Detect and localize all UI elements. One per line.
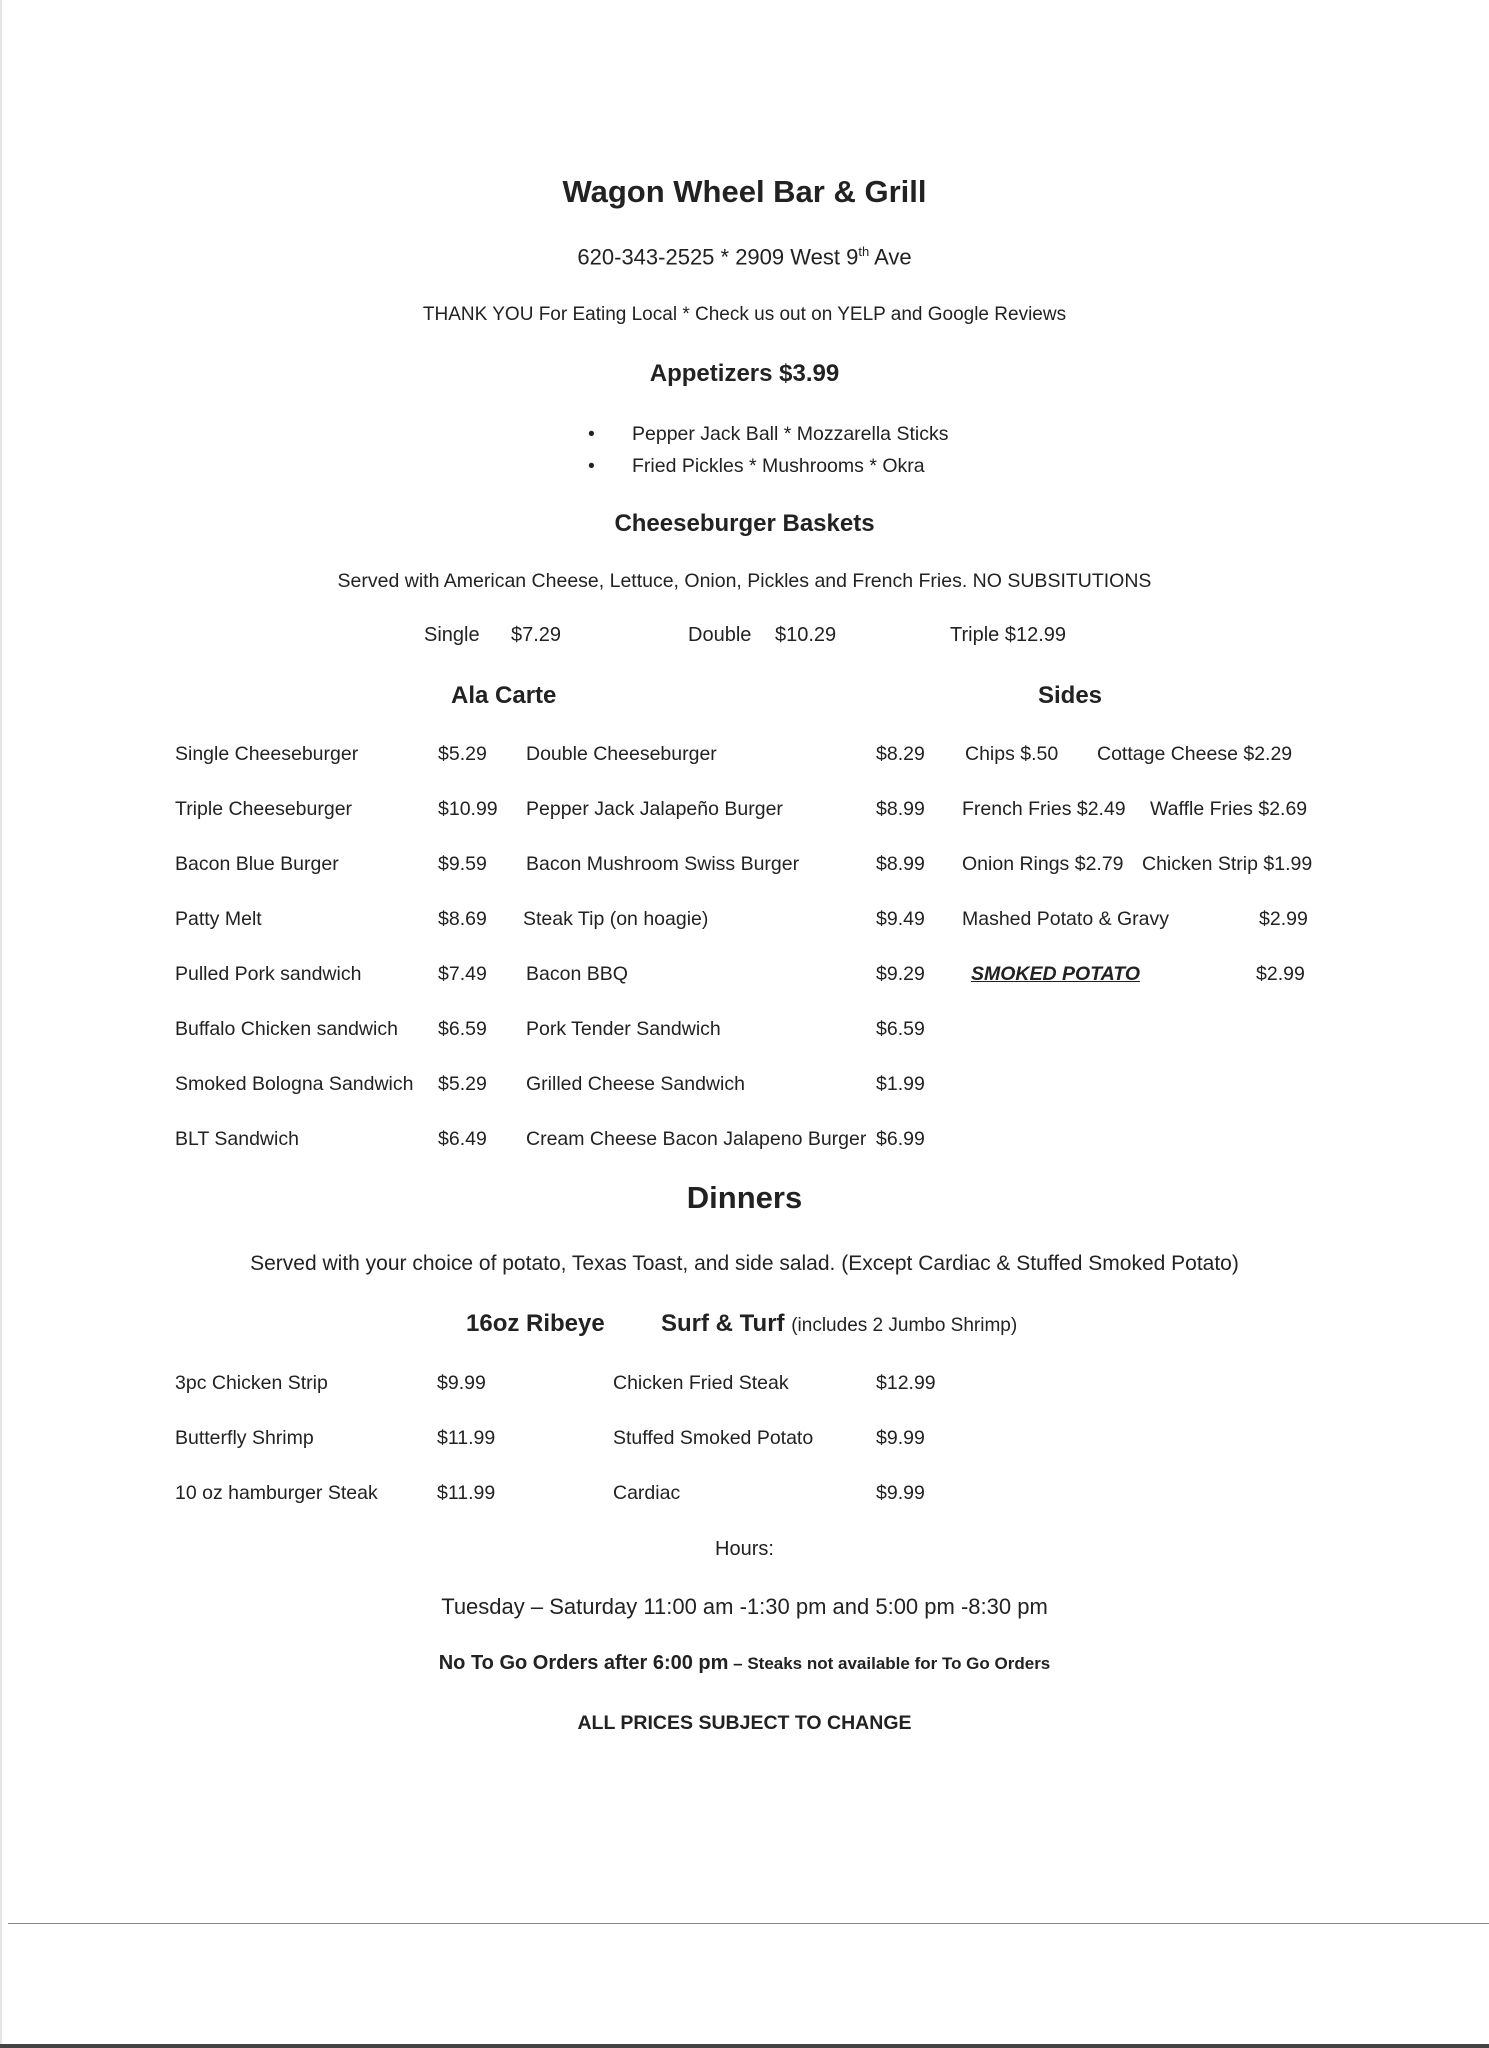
side-item-name: Mashed Potato & Gravy xyxy=(962,908,1170,930)
menu-item-name: BLT Sandwich xyxy=(175,1128,299,1150)
side-item: Chips $.50 xyxy=(965,743,1059,765)
bullet-icon: • xyxy=(588,423,595,445)
single-label: Single xyxy=(424,624,480,646)
sides-heading: Sides xyxy=(1038,682,1103,709)
side-item: French Fries $2.49 xyxy=(962,798,1126,820)
menu-item-name: Pork Tender Sandwich xyxy=(526,1018,721,1040)
dinner-item-name: Butterfly Shrimp xyxy=(175,1427,314,1449)
side-item: Onion Rings $2.79 xyxy=(962,853,1124,875)
menu-item-name: Bacon Blue Burger xyxy=(175,853,339,875)
double-label: Double xyxy=(688,624,752,646)
dinner-item-price: $9.99 xyxy=(437,1372,486,1394)
ala-carte-heading: Ala Carte xyxy=(451,682,557,709)
dinner-item-name: Cardiac xyxy=(613,1482,681,1504)
menu-item-name: Triple Cheeseburger xyxy=(175,798,353,820)
side-item-price: $2.99 xyxy=(1256,963,1305,985)
dinner-item-price: $11.99 xyxy=(437,1427,496,1449)
menu-item-name: Pepper Jack Jalapeño Burger xyxy=(526,798,783,820)
menu-item-name: Double Cheeseburger xyxy=(526,743,717,765)
bullet-icon: • xyxy=(588,455,595,477)
menu-item-price: $7.49 xyxy=(438,963,487,985)
menu-item-price: $6.59 xyxy=(438,1018,487,1040)
menu-item-price: $8.69 xyxy=(438,908,487,930)
menu-item-price: $9.29 xyxy=(876,963,925,985)
to-go-note: No To Go Orders after 6:00 pm – Steaks not available for To Go Orders xyxy=(438,1652,1051,1674)
menu-item-price: $5.29 xyxy=(438,1073,487,1095)
ribeye-item: 16oz Ribeye xyxy=(466,1310,605,1337)
dinners-heading: Dinners xyxy=(686,1180,803,1215)
menu-item-name: Single Cheeseburger xyxy=(175,743,359,765)
prices-note: ALL PRICES SUBJECT TO CHANGE xyxy=(577,1712,912,1734)
appetizer-item: • Pepper Jack Ball * Mozzarella Sticks xyxy=(588,418,948,450)
baskets-description: Served with American Cheese, Lettuce, Onion, Pickles and French Fries. NO SUBSITUTIONS xyxy=(337,570,1152,592)
dinner-item-price: $9.99 xyxy=(876,1427,925,1449)
menu-item-price: $9.49 xyxy=(876,908,925,930)
smoked-potato-name: SMOKED POTATO xyxy=(971,963,1141,985)
dinner-item-name: Stuffed Smoked Potato xyxy=(613,1427,814,1449)
menu-item-name: Grilled Cheese Sandwich xyxy=(526,1073,745,1095)
menu-item-name: Steak Tip (on hoagie) xyxy=(523,908,709,930)
page-divider xyxy=(8,1923,1489,1924)
menu-item-name: Pulled Pork sandwich xyxy=(175,963,362,985)
surf-turf-item: Surf & Turf (includes 2 Jumbo Shrimp) xyxy=(661,1310,1018,1337)
menu-item-name: Cream Cheese Bacon Jalapeno Burger xyxy=(526,1128,867,1150)
baskets-heading: Cheeseburger Baskets xyxy=(614,510,875,537)
appetizer-item: • Fried Pickles * Mushrooms * Okra xyxy=(588,450,948,482)
side-item: Cottage Cheese $2.29 xyxy=(1097,743,1293,765)
dinner-item-price: $11.99 xyxy=(437,1482,496,1504)
menu-item-price: $9.59 xyxy=(438,853,487,875)
menu-item-price: $8.99 xyxy=(876,853,925,875)
menu-item-price: $8.99 xyxy=(876,798,925,820)
menu-item-name: Bacon Mushroom Swiss Burger xyxy=(526,853,800,875)
appetizers-heading: Appetizers $3.99 xyxy=(649,360,840,387)
menu-item-price: $8.29 xyxy=(876,743,925,765)
menu-item-price: $6.99 xyxy=(876,1128,925,1150)
menu-item-price: $1.99 xyxy=(876,1073,925,1095)
dinner-item-name: Chicken Fried Steak xyxy=(613,1372,789,1394)
hours-text: Tuesday – Saturday 11:00 am -1:30 pm and 5:00 pm -8:30 pm xyxy=(441,1594,1048,1619)
menu-item-name: Patty Melt xyxy=(175,908,262,930)
menu-item-name: Bacon BBQ xyxy=(526,963,628,985)
dinner-item-name: 10 oz hamburger Steak xyxy=(175,1482,378,1504)
hours-label: Hours: xyxy=(715,1538,774,1560)
dinner-item-name: 3pc Chicken Strip xyxy=(175,1372,328,1394)
side-item: Chicken Strip $1.99 xyxy=(1142,853,1313,875)
menu-item-name: Smoked Bologna Sandwich xyxy=(175,1073,414,1095)
contact-line: 620-343-2525 * 2909 West 9th Ave xyxy=(577,244,912,270)
side-item: Waffle Fries $2.69 xyxy=(1150,798,1308,820)
thanks-line: THANK YOU For Eating Local * Check us out on YELP and Google Reviews xyxy=(422,304,1067,325)
menu-item-price: $5.29 xyxy=(438,743,487,765)
dinners-description: Served with your choice of potato, Texas Toast, and side salad. (Except Cardiac & Stuffed Smoked Potato) xyxy=(250,1252,1239,1275)
menu-item-price: $10.99 xyxy=(438,798,498,820)
restaurant-name: Wagon Wheel Bar & Grill xyxy=(562,174,927,209)
menu-item-price: $6.59 xyxy=(876,1018,925,1040)
triple-price: Triple $12.99 xyxy=(950,624,1066,646)
dinner-item-price: $9.99 xyxy=(876,1482,925,1504)
single-price: $7.29 xyxy=(511,624,562,646)
double-price: $10.29 xyxy=(775,624,837,646)
dinner-item-price: $12.99 xyxy=(876,1372,936,1394)
scan-bottom-edge xyxy=(0,2044,1489,2048)
menu-item-name: Buffalo Chicken sandwich xyxy=(175,1018,398,1040)
menu-item-price: $6.49 xyxy=(438,1128,487,1150)
side-item-price: $2.99 xyxy=(1259,908,1308,930)
appetizer-list xyxy=(588,418,948,482)
